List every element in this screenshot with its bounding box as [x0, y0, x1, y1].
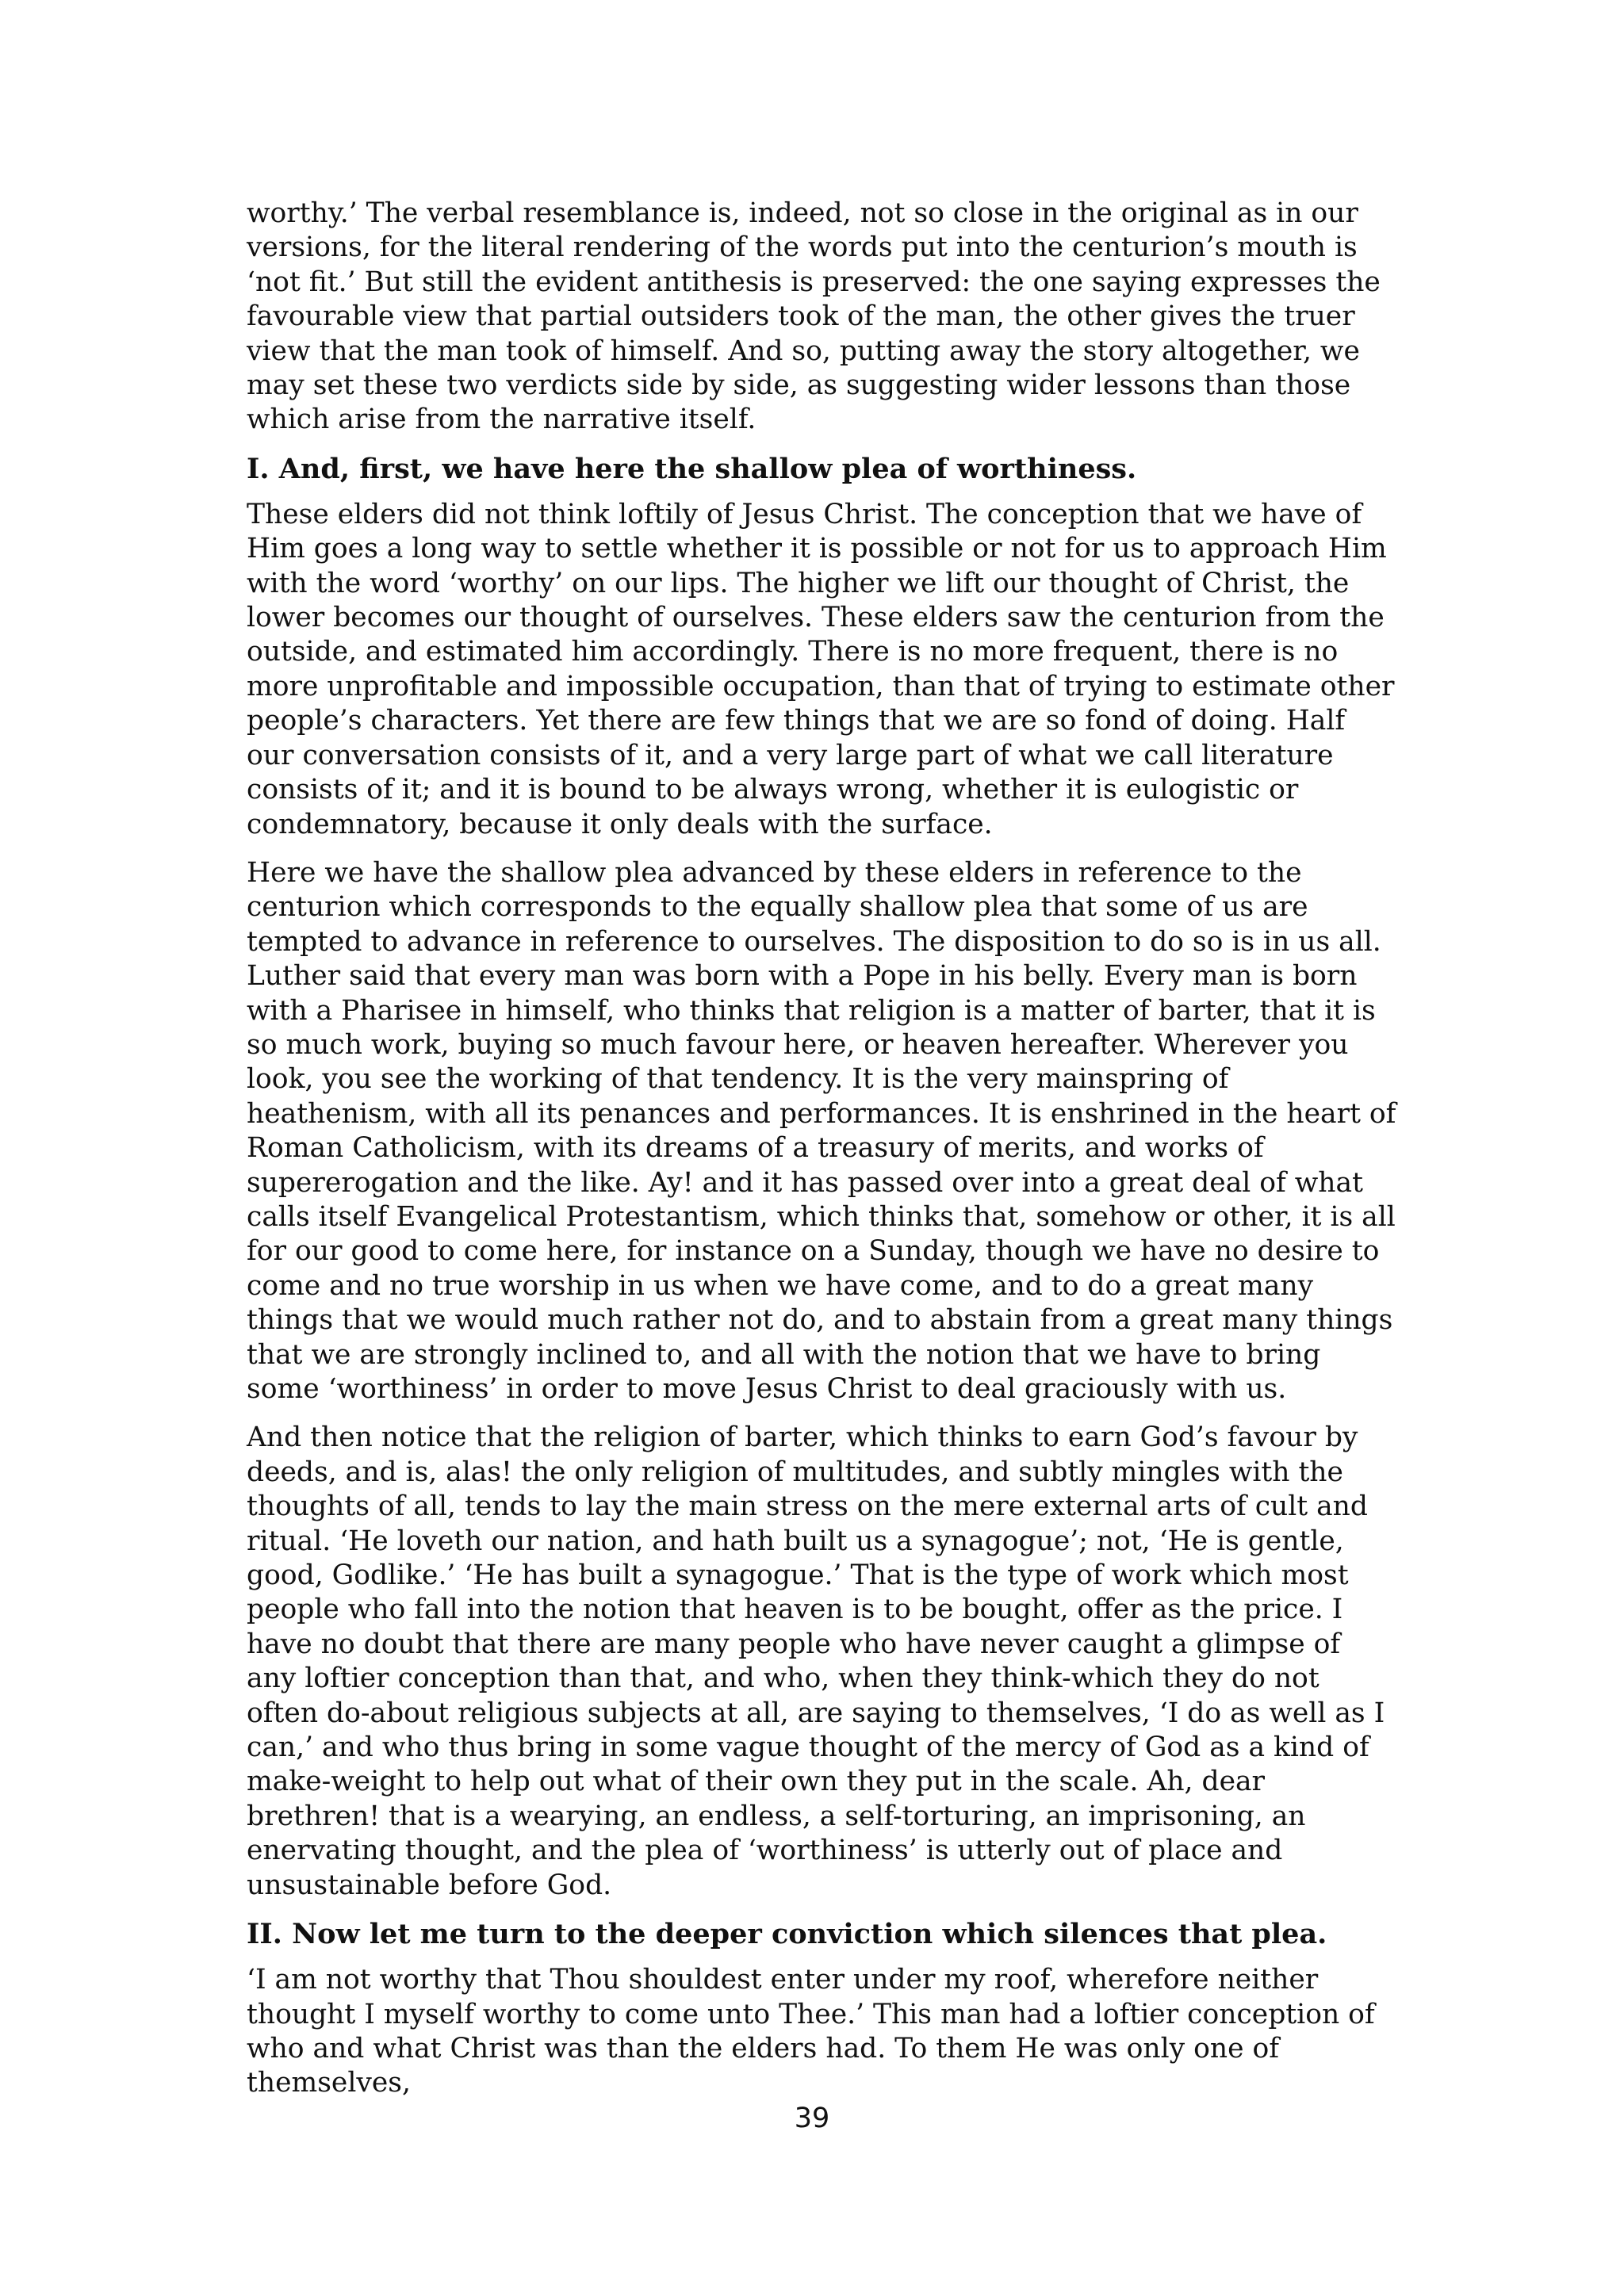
intro-paragraph: worthy.’ The verbal resemblance is, indeed, not so close in the original as in our versions, for the literal rendering of the words put into the centurion’s mouth is ‘not fit.’ But still the evident antithesis is preserved: the one saying expresses the favourable view that partial outsiders took of the man, the other gives the truer view that the man took of himself. And so, putting away the story altogether, we may set these two verdicts side by side, as suggesting wider lessons than those which arise from the narrative itself. — [247, 197, 1381, 436]
page-body — [247, 197, 1398, 2115]
section-2-paragraph-1: ‘I am not worthy that Thou shouldest enter under my roof, wherefore neither thought I myself worthy to come unto Thee.’ This man had a loftier conception of who and what Christ was than the elders had. To them He was only one of themselves, — [247, 1964, 1375, 2099]
section-1-paragraph-3: And then notice that the religion of barter, which thinks to earn God’s favour by deeds, and is, alas! the only religion of multitudes, and subtly mingles with the thoughts of all, tends to lay the main stress on the mere external arts of cult and ritual. ‘He loveth our nation, and hath built us a synagogue’; not, ‘He is gentle, good, Godlike.’ ‘He has built a synagogue.’ That is the type of work which most people who fall into the notion that heaven is to be bought, offer as the price. I have no doubt that there are many people who have never caught a glimpse of any loftier conception than that, and who, when they think-which they do not often do-about religious subjects at all, are saying to themselves, ‘I do as well as I can,’ and who thus bring in some vague thought of the mercy of God as a kind of make-weight to help out what of their own they put in the scale. Ah, dear brethren! that is a wearying, an endless, a self-torturing, an imprisoning, an enervating thought, and the plea of ‘worthiness’ is utterly out of place and unsustainable before God. — [247, 1422, 1385, 1901]
section-1-heading: I. And, first, we have here the shallow plea of worthiness. — [247, 452, 1137, 485]
section-1-paragraph-2: Here we have the shallow plea advanced by these elders in reference to the centurion which corresponds to the equally shallow plea that some of us are tempted to advance in reference to ourselves. The disposition to do so is in us all. Luther said that every man was born with a Pope in his belly. Every man is born with a Pharisee in himself, who thinks that religion is a matter of barter, that it is so much work, buying so much favour here, or heaven hereafter. Wherever you look, you see the working of that tendency. It is the very mainspring of heathenism, with all its penances and performances. It is enshrined in the heart of Roman Catholicism, with its dreams of a treasury of merits, and works of supererogation and the like. Ay! and it has passed over into a great deal of what calls itself Evangelical Protestantism, which thinks that, somehow or other, it is all for our good to come here, for instance on a Sunday, though we have no desire to come and no true worship in us when we have come, and to do a great many things that we would much rather not do, and to abstain from a great many things that we are strongly inclined to, and all with the notion that we have to bring some ‘worthiness’ in order to move Jesus Christ to deal graciously with us. — [247, 856, 1396, 1405]
section-2-heading: II. Now let me turn to the deeper conviction which silences that plea. — [247, 1918, 1327, 1951]
page-number: 39 — [794, 2103, 830, 2134]
section-1-paragraph-1: These elders did not think loftily of Jesus Christ. The conception that we have of Him goes a long way to settle whether it is possible or not for us to approach Him with the word ‘worthy’ on our lips. The higher we lift our thought of Christ, the lower becomes our thought of ourselves. These elders saw the centurion from the outside, and estimated him accordingly. There is no more frequent, there is no more unprofitable and impossible occupation, than that of trying to estimate other people’s characters. Yet there are few things that we are so fond of doing. Half our conversation consists of it, and a very large part of what we call literature consists of it; and it is bound to be always wrong, whether it is eulogistic or condemnatory, because it only deals with the surface. — [247, 498, 1395, 840]
